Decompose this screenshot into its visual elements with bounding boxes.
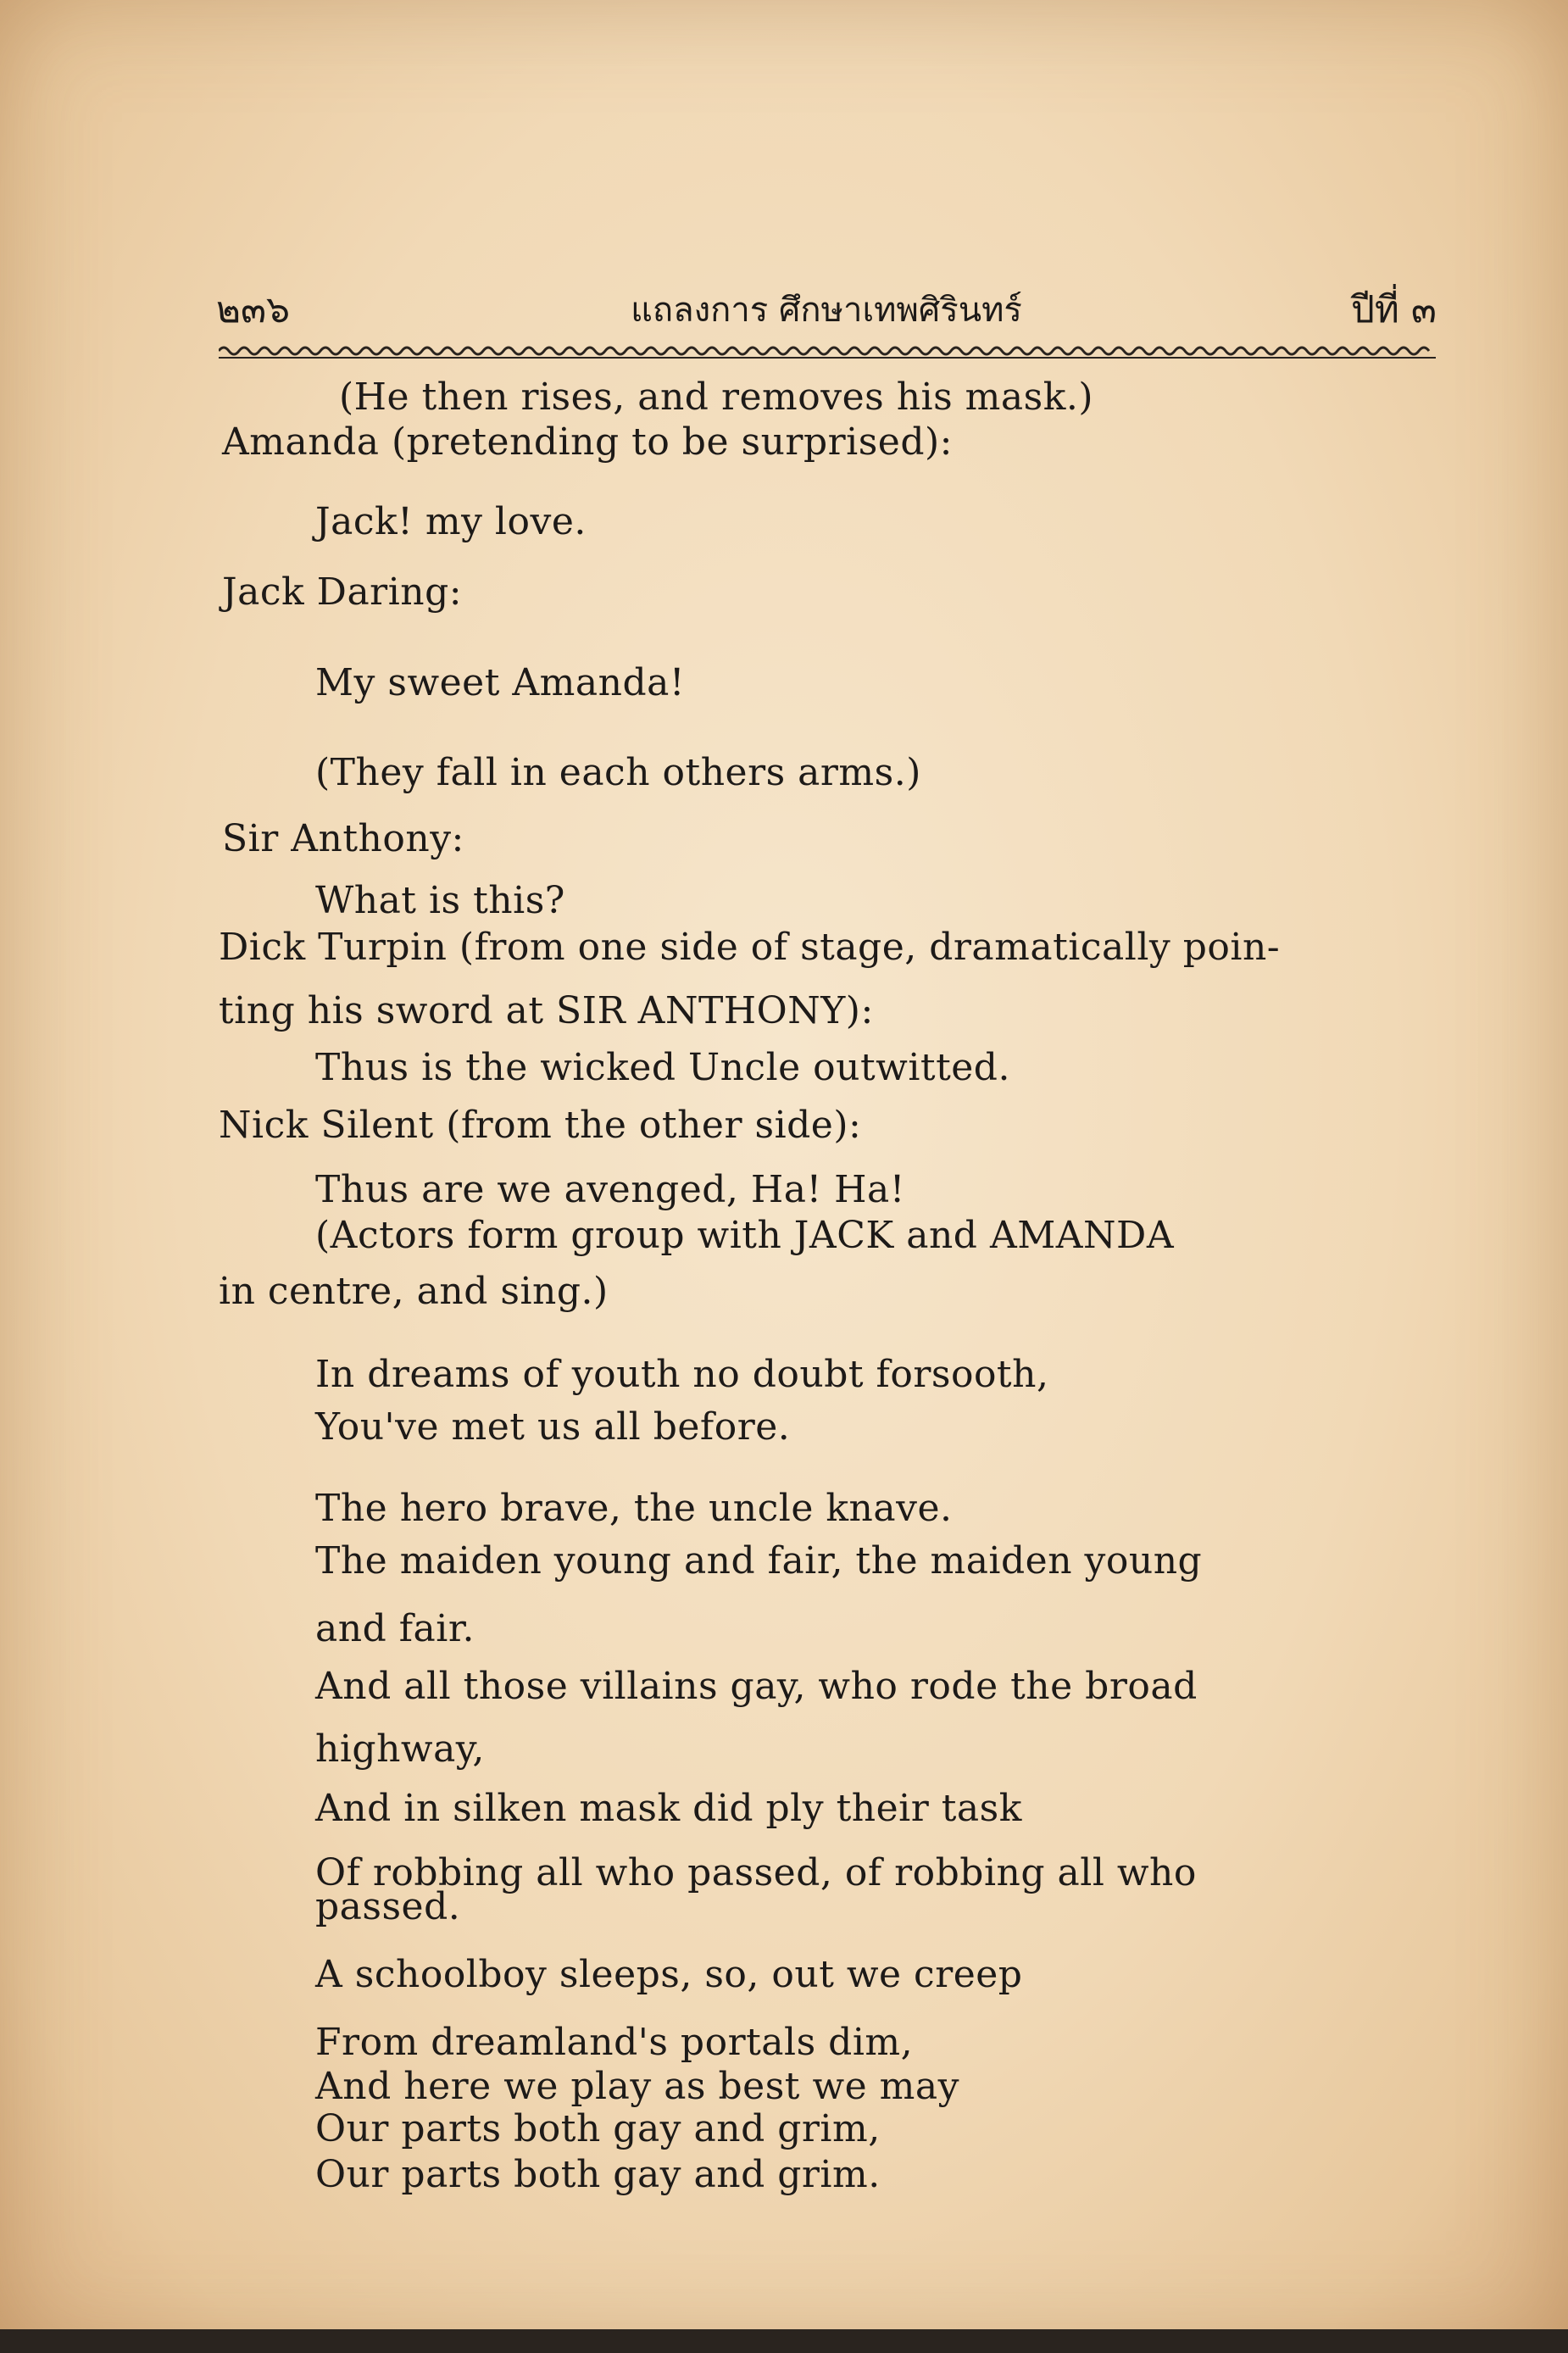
song-line: Our parts both gay and grim,: [315, 2107, 881, 2150]
song-line: And in silken mask did ply their task: [315, 1787, 1022, 1830]
song-line: Of robbing all who passed, of robbing all who: [315, 1851, 1197, 1894]
stage-direction-line: (They fall in each others arms.): [315, 751, 921, 794]
song-line-continued: highway,: [315, 1727, 485, 1771]
speaker-line: Sir Anthony:: [222, 817, 464, 860]
dialogue-line: Jack! my love.: [315, 500, 587, 543]
song-line: From dreamland's portals dim,: [315, 2021, 914, 2064]
speaker-line: Nick Silent (from the other side):: [219, 1104, 862, 1147]
song-line: Our parts both gay and grim.: [315, 2153, 881, 2196]
dialogue-line: My sweet Amanda!: [315, 661, 686, 704]
song-line-continued: and fair.: [315, 1607, 475, 1650]
header-wavy-rule: [219, 342, 1436, 361]
song-line-continued: passed.: [315, 1885, 461, 1928]
dialogue-line: Thus are we avenged, Ha! Ha!: [315, 1168, 905, 1211]
dialogue-line: What is this?: [315, 879, 565, 922]
stage-direction-line-continued: in centre, and sing.): [219, 1270, 609, 1313]
stage-direction-line: (He then rises, and removes his mask.): [339, 375, 1094, 419]
speaker-line: Amanda (pretending to be surprised):: [222, 420, 953, 464]
page-number: ๒๓๖: [216, 288, 291, 331]
stage-direction-line: (Actors form group with JACK and AMANDA: [315, 1214, 1175, 1257]
song-line: The hero brave, the uncle knave.: [315, 1487, 953, 1530]
song-line: In dreams of youth no doubt forsooth,: [315, 1353, 1049, 1396]
dialogue-line: Thus is the wicked Uncle outwitted.: [315, 1046, 1010, 1089]
speaker-line: Jack Daring:: [222, 570, 463, 614]
song-line: The maiden young and fair, the maiden young: [315, 1539, 1203, 1583]
speaker-line-continued: ting his sword at SIR ANTHONY):: [219, 989, 874, 1032]
song-line: And here we play as best we may: [315, 2065, 959, 2108]
song-line: And all those villains gay, who rode the broad: [315, 1665, 1198, 1708]
journal-title: แถลงการ ศึกษาเทพศิรินทร์: [631, 291, 1022, 330]
song-line: A schoolboy sleeps, so, out we creep: [315, 1953, 1023, 1996]
speaker-line: Dick Turpin (from one side of stage, dramatically poin-: [219, 926, 1281, 969]
page-header: [216, 278, 1437, 337]
volume-label: ปีที่ ๓: [1351, 288, 1437, 331]
song-line: You've met us all before.: [315, 1405, 791, 1449]
scan-bottom-edge: [0, 2329, 1568, 2353]
